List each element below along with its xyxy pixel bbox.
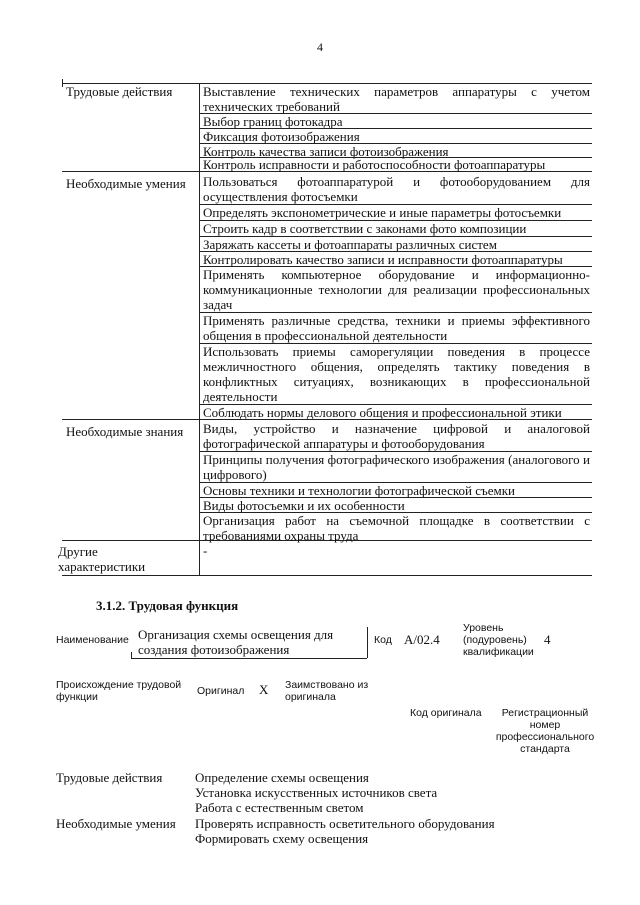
item-divider xyxy=(199,251,592,252)
list-item: Принципы получения фотографического изображения (аналогового и цифрового) xyxy=(203,452,590,482)
row-label-labor-actions: Трудовые действия xyxy=(66,84,173,99)
level-value: 4 xyxy=(544,632,551,647)
list-item: Выбор границ фотокадра xyxy=(203,114,343,129)
table-corner-mark xyxy=(62,79,63,87)
name-box-right xyxy=(367,627,368,658)
item-divider xyxy=(199,220,592,221)
name-underline xyxy=(131,658,367,659)
list-item: Контроль качества записи фотоизображения xyxy=(203,144,449,159)
list-item: Контролировать качество записи и исправности фотоаппаратуры xyxy=(203,252,563,267)
list-item: Применять компьютерное оборудование и информационно-коммуникационные технологии для реализации профессиональных задач xyxy=(203,267,590,312)
list-item: Фиксация фотоизображения xyxy=(203,129,360,144)
item-divider xyxy=(199,236,592,237)
item-divider xyxy=(199,343,592,344)
list-item: Формировать схему освещения xyxy=(195,831,369,846)
list-item: Контроль исправности и работоспособности фотоаппаратуры xyxy=(203,157,546,172)
table-bottom-border xyxy=(62,575,592,576)
list-item: - xyxy=(203,543,208,558)
item-divider xyxy=(199,451,592,452)
section-title: 3.1.2. Трудовая функция xyxy=(96,598,239,613)
row-label-labor-actions-2: Трудовые действия xyxy=(56,770,163,785)
list-item: Организация работ на съемочной площадке в соответствии с требованиями охраны труда xyxy=(203,513,590,543)
level-label: Уровень (подуровень) квалификации xyxy=(463,622,534,658)
item-divider xyxy=(199,312,592,313)
origin-label: Происхождение трудовой функции xyxy=(56,679,182,703)
code-value: А/02.4 xyxy=(404,632,440,647)
list-item: Строить кадр в соответствии с законами фото композиции xyxy=(203,221,527,236)
list-item: Выставление технических параметров аппаратуры с учетом технических требований xyxy=(203,84,590,114)
item-divider xyxy=(199,482,592,483)
item-divider xyxy=(199,128,592,129)
code-label: Код xyxy=(374,634,392,646)
list-item: Работа с естественным светом xyxy=(195,800,364,815)
page-number: 4 xyxy=(317,40,323,54)
row-label-required-skills-2: Необходимые умения xyxy=(56,816,176,831)
item-divider xyxy=(199,204,592,205)
item-divider xyxy=(199,512,592,513)
list-item: Виды, устройство и назначение цифровой и аналоговой фотографической аппаратуры и фотооборудования xyxy=(203,421,590,451)
list-item: Виды фотосъемки и их особенности xyxy=(203,498,405,513)
list-item: Использовать приемы саморегуляции поведения в процессе межличностного общения, определять тактику поведения в конфликтных ситуациях, возникающих в профессиональной деятельности xyxy=(203,344,590,404)
list-item: Определение схемы освещения xyxy=(195,770,369,785)
original-mark: Х xyxy=(259,682,269,697)
item-divider xyxy=(199,113,592,114)
list-item: Применять различные средства, техники и приемы эффективного общения в профессиональной деятельности xyxy=(203,313,590,343)
list-item: Проверять исправность осветительного оборудования xyxy=(195,816,495,831)
item-divider xyxy=(199,157,592,158)
list-item: Основы техники и технологии фотографической съемки xyxy=(203,483,515,498)
row-label-required-knowledge: Необходимые знания xyxy=(66,424,184,439)
name-box-mark xyxy=(131,652,132,658)
borrowed-label: Заимствовано из оригинала xyxy=(285,679,369,703)
list-item: Установка искусственных источников света xyxy=(195,785,438,800)
row-label-required-skills: Необходимые умения xyxy=(66,176,186,191)
item-divider xyxy=(199,497,592,498)
list-item: Пользоваться фотоаппаратурой и фотооборудованием для осуществления фотосъемки xyxy=(203,174,590,204)
item-divider xyxy=(199,266,592,267)
item-divider xyxy=(199,143,592,144)
registration-number-label: Регистрационный номер профессионального стандарта xyxy=(495,707,595,755)
list-item: Определять экспонометрические и иные параметры фотосъемки xyxy=(203,205,562,220)
list-item: Заряжать кассеты и фотоаппараты различных систем xyxy=(203,237,497,252)
original-label: Оригинал xyxy=(197,685,245,697)
item-divider xyxy=(199,404,592,405)
list-item: Соблюдать нормы делового общения и профессиональной этики xyxy=(203,405,562,420)
function-name: Организация схемы освещения для создания фотоизображения xyxy=(138,627,334,657)
code-original-label: Код оригинала xyxy=(410,707,482,719)
row-label-other-characteristics: Другие характеристики xyxy=(58,544,146,574)
name-label: Наименование xyxy=(56,634,129,646)
